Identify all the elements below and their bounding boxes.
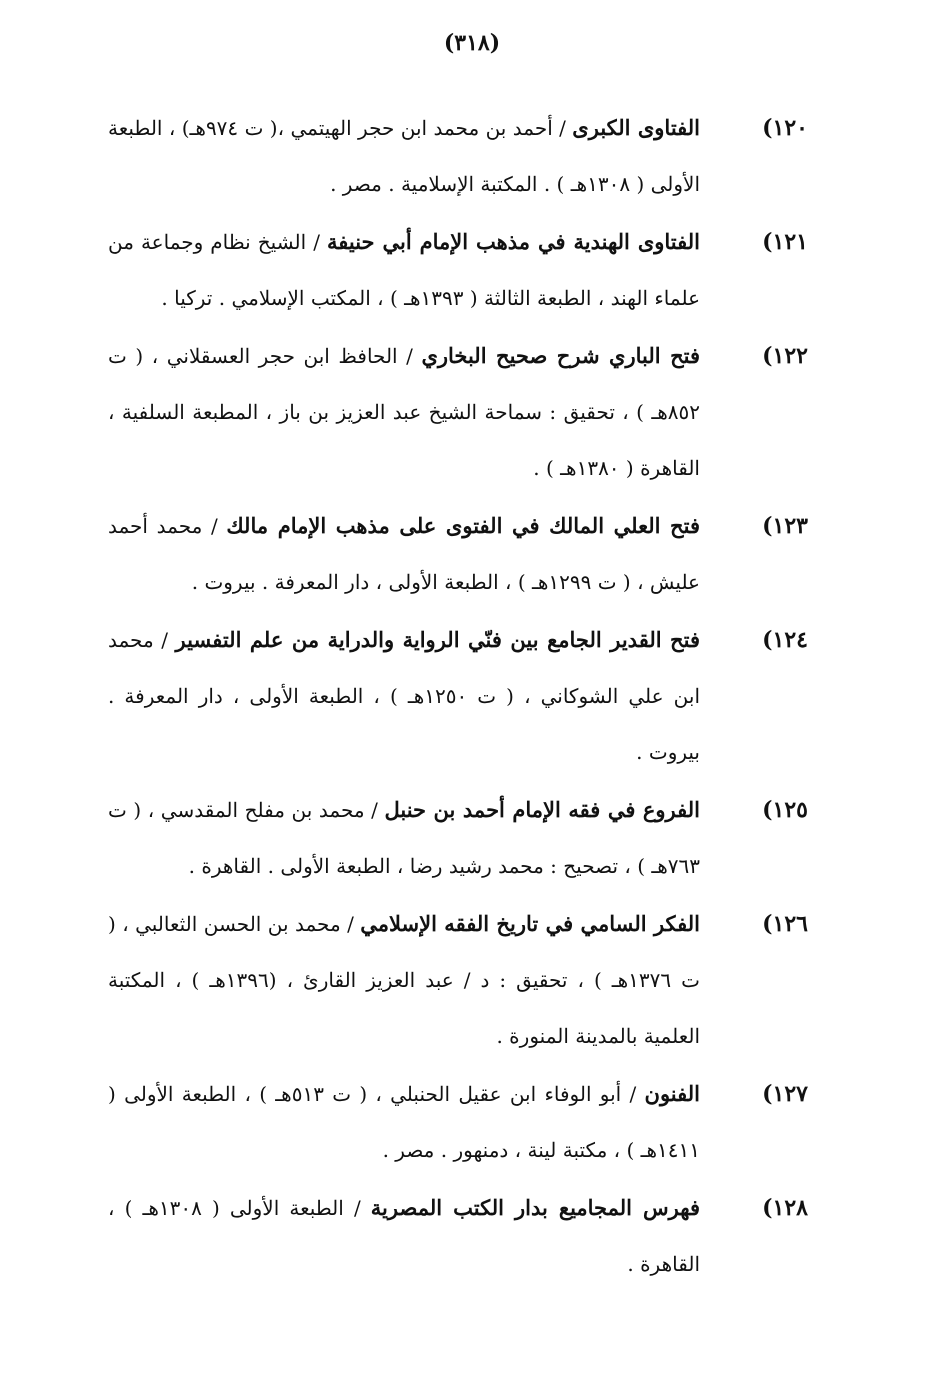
entry-number: ١٢٦) — [762, 911, 808, 937]
entry-text — [108, 214, 700, 326]
bibliography-list — [108, 100, 808, 1294]
entry-text — [108, 612, 700, 780]
entry-text — [108, 1066, 700, 1178]
entry-details: / الشيخ نظام وجماعة من علماء الهند ، الطبعة الثالثة ( ١٣٩٣هـ ) ، المكتب الإسلامي . تركيا . — [108, 230, 700, 310]
entry-title: الفنون — [644, 1081, 700, 1106]
entry-text — [108, 896, 700, 1064]
bibliography-entry-124 — [108, 612, 808, 780]
page-number: (٣١٨) — [443, 30, 501, 56]
entry-text — [108, 498, 700, 610]
entry-text — [108, 100, 700, 212]
entry-text — [108, 1180, 700, 1292]
entry-number: ١٢٨) — [762, 1195, 808, 1221]
entry-title: فتح العلي المالك في الفتوى على مذهب الإمام مالك — [226, 513, 700, 538]
bibliography-entry-121 — [108, 214, 808, 326]
entry-details: / أحمد بن محمد ابن حجر الهيتمي ،( ت ٩٧٤هـ) ، الطبعة الأولى ( ١٣٠٨هـ ) . المكتبة الإسلامية . مصر . — [108, 116, 700, 196]
entry-details: / محمد أحمد عليش ، ( ت ١٢٩٩هـ ) ، الطبعة الأولى ، دار المعرفة . بيروت . — [108, 514, 700, 594]
entry-details: / محمد بن الحسن الثعالبي ، ( ت ١٣٧٦هـ ) ، تحقيق : د / عبد العزيز القارئ ، (١٣٩٦هـ ) ، المكتبة العلمية بالمدينة المنورة . — [108, 912, 700, 1048]
entry-number: ١٢٢) — [762, 343, 808, 369]
bibliography-entry-128 — [108, 1180, 808, 1292]
entry-number: ١٢٧) — [762, 1081, 808, 1107]
bibliography-entry-122 — [108, 328, 808, 496]
entry-details: / أبو الوفاء ابن عقيل الحنبلي ، ( ت ٥١٣هـ ) ، الطبعة الأولى ( ١٤١١هـ ) ، مكتبة لينة ، دمنهور . مصر . — [108, 1082, 700, 1162]
entry-number: ١٢٣) — [762, 513, 808, 539]
entry-number: ١٢١) — [762, 229, 808, 255]
entry-number: ١٢٠) — [762, 115, 808, 141]
entry-title: فتح الباري شرح صحيح البخاري — [421, 343, 701, 368]
entry-title: الفتاوى الهندية في مذهب الإمام أبي حنيفة — [326, 229, 700, 254]
bibliography-entry-123 — [108, 498, 808, 610]
entry-details: / محمد بن مفلح المقدسي ، ( ت ٧٦٣هـ ) ، تصحيح : محمد رشيد رضا ، الطبعة الأولى . القاهرة . — [108, 798, 700, 878]
entry-text — [108, 328, 700, 496]
entry-number: ١٢٥) — [762, 797, 808, 823]
entry-details: / محمد ابن علي الشوكاني ، ( ت ١٢٥٠هـ ) ، الطبعة الأولى ، دار المعرفة . بيروت . — [108, 628, 700, 764]
entry-title: فتح القدير الجامع بين فنّي الرواية والدراية من علم التفسير — [175, 627, 700, 652]
entry-title: الفكر السامي في تاريخ الفقه الإسلامي — [360, 911, 701, 936]
entry-details: / الحافظ ابن حجر العسقلاني ، ( ت ٨٥٢هـ ) ، تحقيق : سماحة الشيخ عبد العزيز بن باز ، المطبعة السلفية ، القاهرة ( ١٣٨٠هـ ) . — [108, 344, 700, 480]
entry-number: ١٢٤) — [762, 627, 808, 653]
bibliography-entry-125 — [108, 782, 808, 894]
entry-title: الفروع في فقه الإمام أحمد بن حنبل — [384, 797, 700, 822]
bibliography-entry-120 — [108, 100, 808, 212]
entry-title: فهرس المجاميع بدار الكتب المصرية — [370, 1195, 700, 1220]
bibliography-entry-126 — [108, 896, 808, 1064]
entry-details: / الطبعة الأولى ( ١٣٠٨هـ ) ، القاهرة . — [108, 1196, 700, 1276]
bibliography-entry-127 — [108, 1066, 808, 1178]
entry-text — [108, 782, 700, 894]
entry-title: الفتاوى الكبرى — [572, 115, 701, 140]
